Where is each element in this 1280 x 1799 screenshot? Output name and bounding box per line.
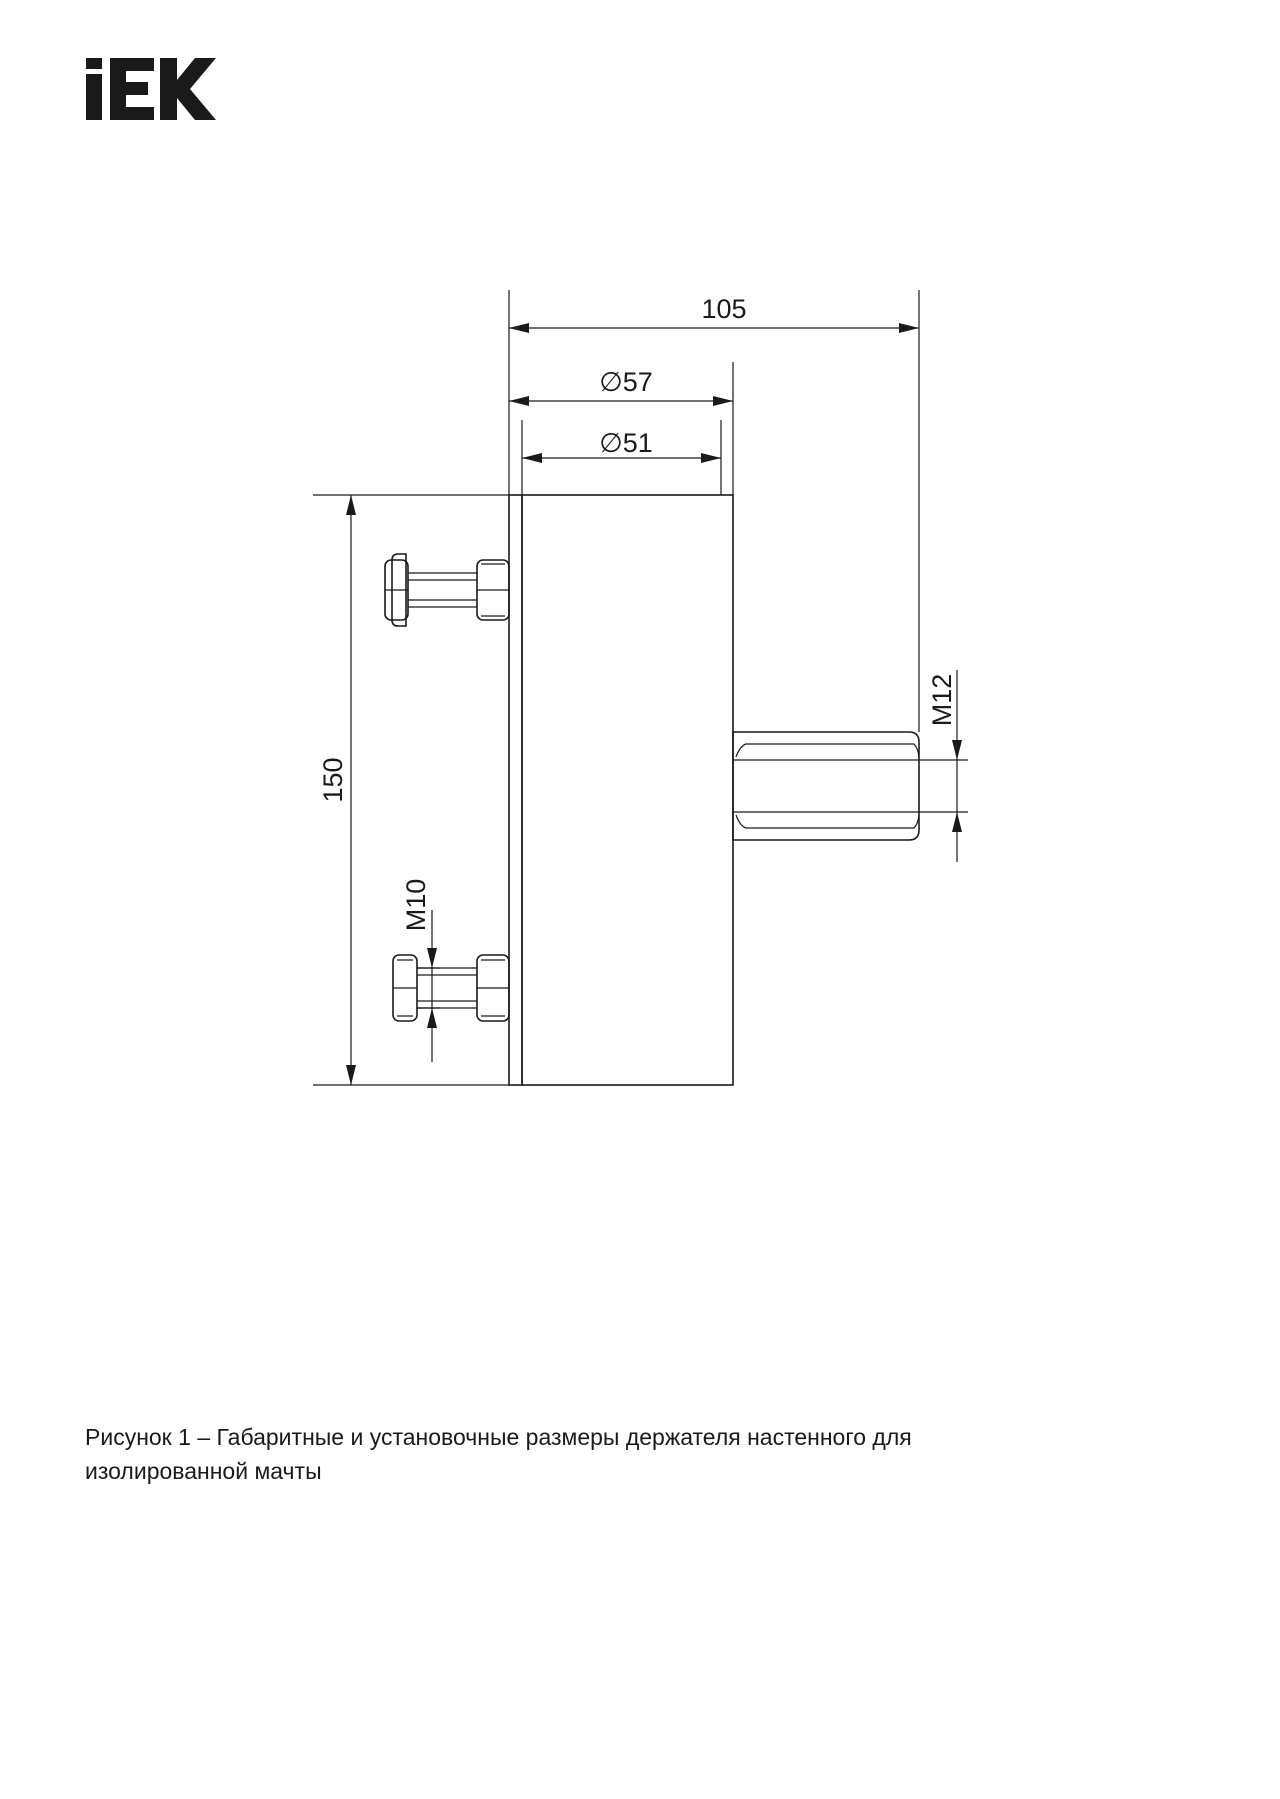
bolt-upper	[385, 554, 509, 626]
figure-caption-line-2: изолированной мачты	[85, 1458, 322, 1484]
bolt-lower	[393, 955, 509, 1021]
dimension-diameter-51-label: ∅51	[599, 428, 653, 458]
dimension-150	[313, 495, 509, 1085]
mounting-plate	[509, 495, 522, 1085]
dimension-m12-label: M12	[927, 673, 957, 727]
figure-caption	[85, 1420, 1045, 1488]
figure-caption-line-1: Рисунок 1 – Габаритные и установочные размеры держателя настенного для	[85, 1424, 912, 1450]
dimension-m10-label: M10	[401, 878, 431, 932]
dimension-105	[509, 290, 919, 732]
dimension-m10	[401, 879, 440, 1062]
pipe-body	[522, 495, 733, 1085]
dimension-150-label: 150	[318, 757, 348, 803]
dimension-diameter-57-label: ∅57	[599, 367, 653, 397]
hex-nut-m12	[733, 732, 919, 840]
dimension-m12	[919, 670, 968, 862]
dimension-diameter-51	[522, 420, 721, 495]
dimension-105-label: 105	[701, 294, 747, 324]
